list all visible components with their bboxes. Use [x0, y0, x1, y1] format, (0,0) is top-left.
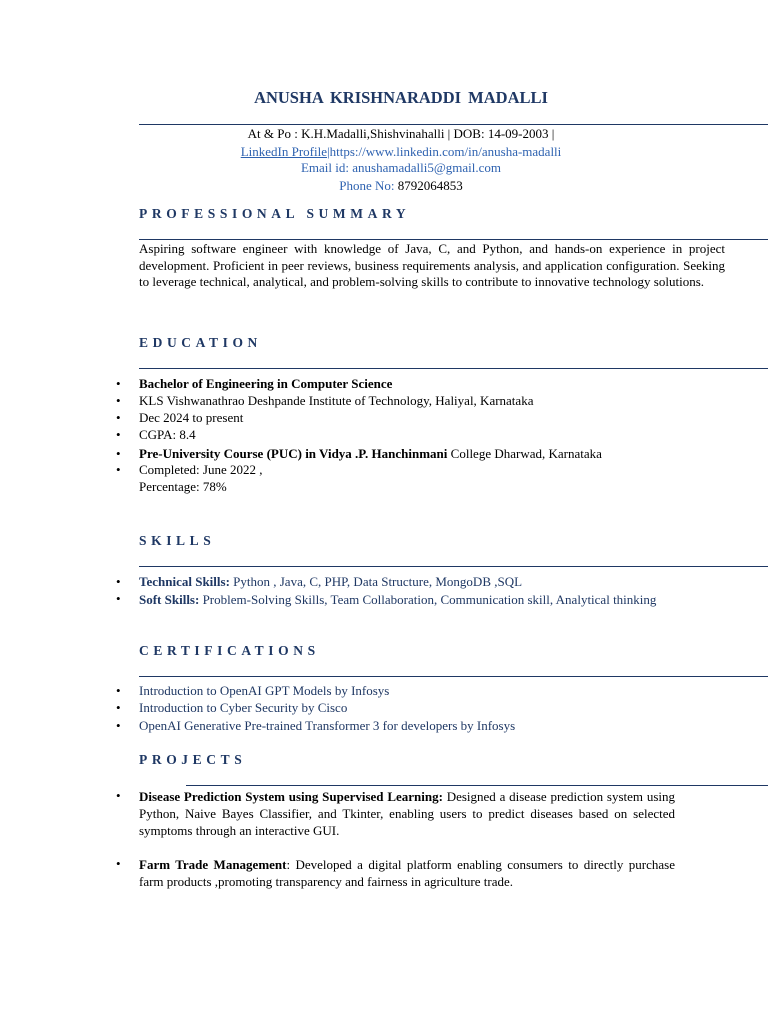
education-divider	[139, 368, 768, 369]
email-line	[0, 160, 768, 176]
degree: Bachelor of Engineering in Computer Science	[139, 376, 393, 391]
address-line: At & Po : K.H.Madalli,Shishvinahalli | DOB: 14-09-2003 |	[247, 126, 555, 141]
linkedin-url[interactable]: |https://www.linkedin.com/in/anusha-madalli	[327, 144, 562, 159]
puc-completed: Completed: June 2022 ,	[139, 462, 263, 477]
skills-divider	[139, 566, 768, 567]
period: Dec 2024 to present	[139, 410, 244, 425]
phone-number: 8792064853	[397, 178, 463, 193]
phone-label: Phone No:	[339, 178, 398, 193]
technical-skills	[139, 574, 522, 590]
linkedin-link[interactable]: LinkedIn Profile	[240, 144, 327, 159]
candidate-name: ANUSHA KRISHNARADDI MADALLI	[254, 88, 548, 107]
soft-skills-value: Problem-Solving Skills, Team Collaboration, Communication skill, Analytical thinking	[199, 592, 657, 607]
phone-line	[0, 178, 768, 194]
email-label: Email id:	[300, 160, 353, 175]
linkedin-line	[0, 144, 768, 160]
certification-item: OpenAI Generative Pre-trained Transformer 3 for developers by Infosys	[139, 718, 516, 733]
bullet: •	[116, 446, 121, 461]
bullet: •	[116, 376, 121, 391]
bullet: •	[116, 700, 121, 715]
bullet: •	[116, 683, 121, 698]
skills-heading: SKILLS	[139, 533, 216, 548]
summary-divider	[139, 239, 768, 240]
technical-skills-value: Python , Java, C, PHP, Data Structure, MongoDB ,SQL	[229, 574, 523, 589]
education-heading: EDUCATION	[139, 335, 262, 350]
bullet: •	[116, 856, 121, 871]
soft-skills	[139, 591, 675, 608]
bullet: •	[116, 788, 121, 803]
projects-divider	[186, 785, 768, 786]
summary-heading: PROFESSIONAL SUMMARY	[139, 206, 411, 221]
technical-skills-label: Technical Skills:	[139, 574, 230, 589]
bullet: •	[116, 591, 121, 606]
puc-title: Pre-University Course (PUC) in Vidya .P. Hanchinmani	[139, 446, 448, 461]
certifications-heading: CERTIFICATIONS	[139, 643, 320, 658]
project-title: Farm Trade Management	[139, 857, 287, 872]
bullet: •	[116, 410, 121, 425]
project-description: Designed a disease prediction system using Python, Naive Bayes Classifier, and Tkinter, enabling users to predict diseases based on selected symptoms through an interactive GUI.	[139, 789, 675, 838]
cgpa: CGPA: 8.4	[139, 427, 196, 442]
bullet: •	[116, 427, 121, 442]
institute: KLS Vishwanathrao Deshpande Institute of Technology, Haliyal, Karnataka	[139, 393, 534, 408]
certification-item: Introduction to OpenAI GPT Models by Infosys	[139, 683, 390, 698]
puc-percentage: Percentage: 78%	[139, 479, 227, 494]
summary-text: Aspiring software engineer with knowledge of Java, C, and Python, and hands-on experience in project development. Proficient in peer reviews, business requirements analysis, and application configuration. Seeking to leverage technical, analytical, and problem-solving skills to contribute to innovative technology solutions.	[139, 241, 725, 290]
projects-heading: PROJECTS	[139, 752, 247, 767]
bullet: •	[116, 718, 121, 733]
project-title: Disease Prediction System using Supervised Learning:	[139, 789, 443, 804]
bullet: •	[116, 462, 121, 477]
soft-skills-label: Soft Skills:	[139, 592, 200, 607]
email-link[interactable]: anushamadalli5@gmail.com	[352, 160, 502, 175]
project-item	[139, 856, 675, 890]
puc-line	[139, 446, 602, 462]
project-item	[139, 788, 675, 839]
bullet: •	[116, 574, 121, 589]
certifications-divider	[139, 676, 768, 677]
bullet: •	[116, 393, 121, 408]
project-description: : Developed a digital platform enabling consumers to directly purchase farm products ,promoting transparency and fairness in agriculture trade.	[139, 857, 675, 889]
certification-item: Introduction to Cyber Security by Cisco	[139, 700, 348, 715]
puc-college: College Dharwad, Karnataka	[447, 446, 602, 461]
header-divider	[139, 124, 768, 125]
